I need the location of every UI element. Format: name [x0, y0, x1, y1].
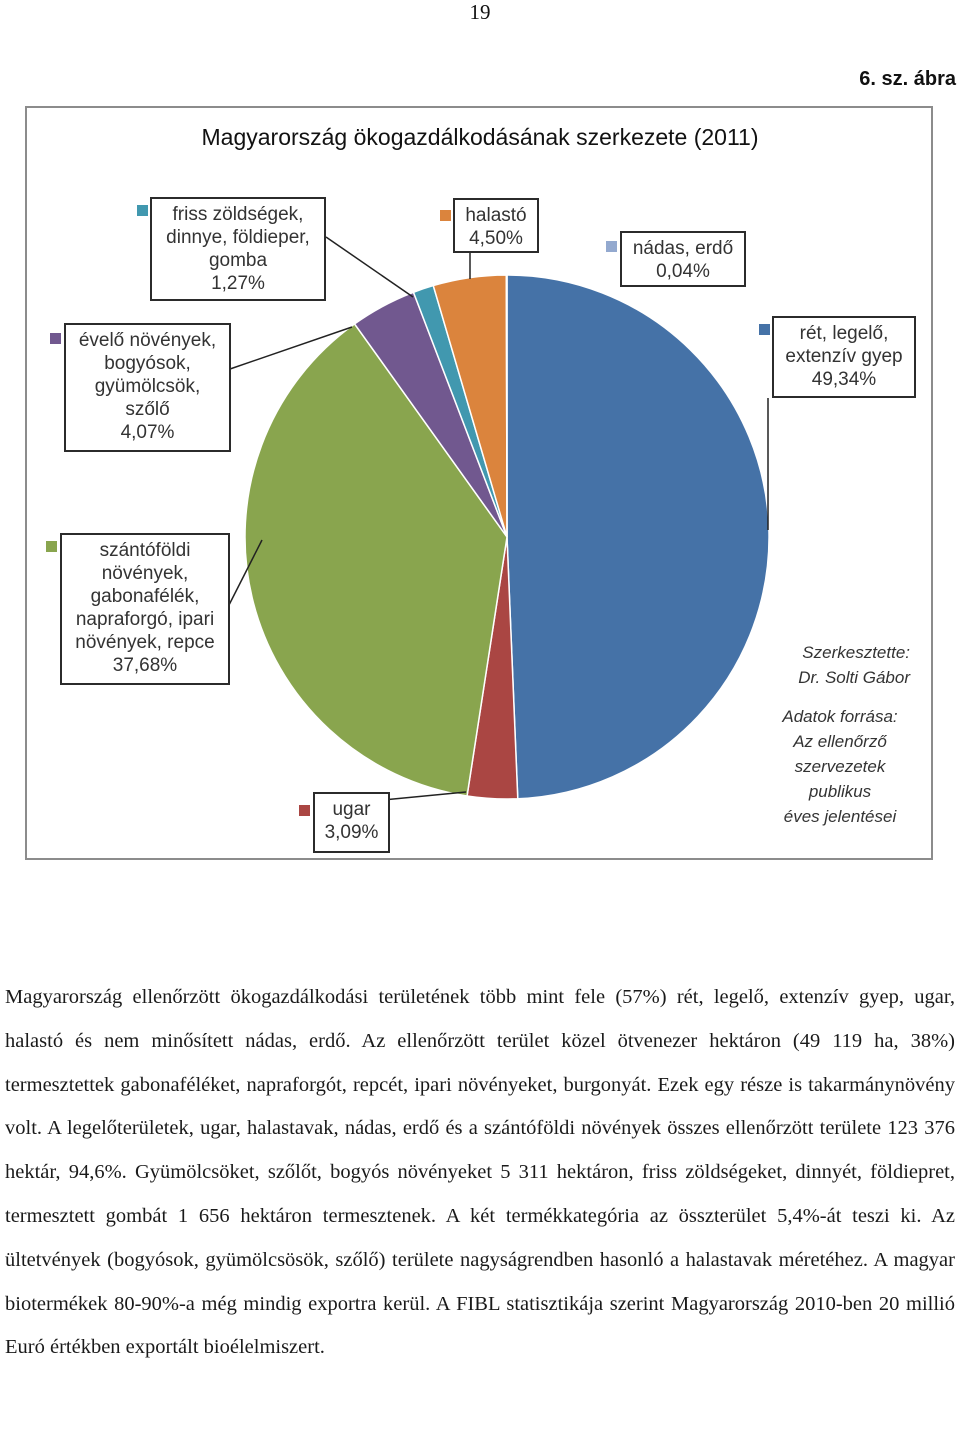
label-halasto: halastó 4,50% — [453, 198, 539, 253]
label-ugar: ugar 3,09% — [313, 792, 390, 853]
label-nadas: nádas, erdő 0,04% — [620, 231, 746, 287]
legend-key-friss — [137, 205, 148, 216]
pie-slice-ret — [507, 275, 769, 799]
label-ret: rét, legelő, extenzív gyep 49,34% — [772, 316, 916, 398]
page-number: 19 — [469, 0, 491, 24]
chart-title: Magyarország ökogazdálkodásának szerkezete (2011) — [201, 124, 759, 150]
leader-line-ugar — [383, 792, 466, 800]
body-paragraph: Magyarország ellenőrzött ökogazdálkodási területének több mint fele (57%) rét, legelő, extenzív gyep, ugar, halastó és nem minősített nádas, erdő. Az ellenőrzött terület közel ötvenezer hektáron (49 119 ha, 38%) termesztettek gabonaféléket, napraforgót, repcét, ipari növényeket, burgonyát. Ezek egy része is takarmánynövény volt. A legelőterületek, ugar, halastavak, nádas, erdő és a szántóföldi növények összes ellenőrzött területe 123 376 hektár, 94,6%. Gyümölcsöket, szőlőt, bogyós növényeket 5 311 hektáron, friss zöldségeket, dinnyét, földiepret, termesztett gombát 1 656 hektáron termesztenek. A két termékkategória az összterület 5,4%-át teszi ki. Az ültetvények (bogyósok, gyümölcsösök, szőlő) területe nagyságrendben hasonló a halastavak méretéhez. A magyar biotermékek 80-90%-a még mindig exportra kerül. A FIBL statisztikája szerint Magyarország 2010-ben 20 millió Euró értékben exportált bioélelmiszert. — [5, 986, 955, 1359]
label-friss: friss zöldségek, dinnye, földieper, gomba 1,27% — [150, 197, 326, 301]
figure-label: 6. sz. ábra — [859, 68, 956, 90]
legend-key-ugar — [299, 805, 310, 816]
leader-line-friss — [326, 237, 413, 297]
label-evelo: évelő növények, bogyósok, gyümölcsök, szőlő 4,07% — [64, 323, 231, 452]
pie-slice-nadas — [506, 275, 507, 537]
chart-editor-credit: Szerkesztette: Dr. Solti Gábor — [798, 643, 910, 687]
legend-key-evelo — [50, 333, 61, 344]
label-szanto: szántóföldi növények, gabonafélék, napraforgó, ipari növények, repce 37,68% — [60, 533, 230, 685]
legend-key-halasto — [440, 210, 451, 221]
legend-key-szanto — [46, 541, 57, 552]
legend-key-ret — [759, 324, 770, 335]
chart-data-source: Adatok forrása: Az ellenőrző szervezetek publikus éves jelentései — [782, 707, 898, 826]
legend-key-nadas — [606, 241, 617, 252]
